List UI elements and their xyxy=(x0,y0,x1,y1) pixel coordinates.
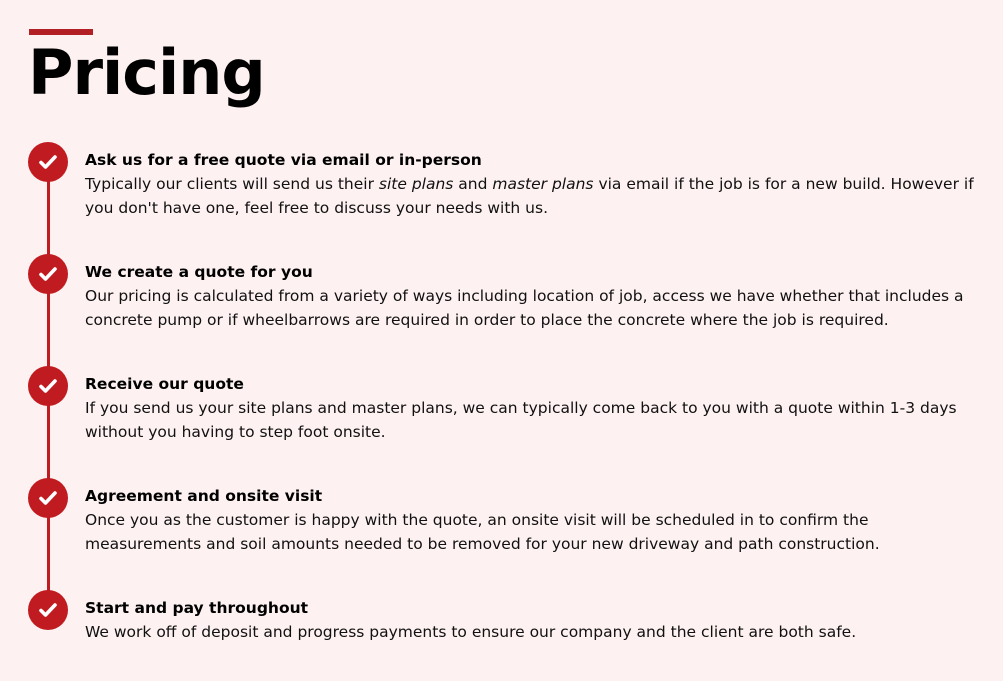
step-description: We work off of deposit and progress payments to ensure our company and the client are both safe. xyxy=(85,623,857,641)
step-description: Our pricing is calculated from a variety of ways including location of job, access we have whether that includes a concrete pump or if wheelbarrows are required in order to place the concrete where the job is required. xyxy=(85,287,964,329)
step-2 xyxy=(28,262,988,332)
step-title: We create a quote for you xyxy=(85,263,313,281)
check-icon xyxy=(28,366,68,406)
step-3 xyxy=(28,374,988,444)
step-4 xyxy=(28,486,988,556)
check-icon xyxy=(28,142,68,182)
step-title: Agreement and onsite visit xyxy=(85,487,323,505)
heading-accent-bar xyxy=(29,29,93,35)
page-title: Pricing xyxy=(28,36,265,109)
check-icon xyxy=(28,254,68,294)
step-5 xyxy=(28,598,988,644)
step-title: Receive our quote xyxy=(85,375,244,393)
step-description: Typically our clients will send us their site plans and master plans via email if the job is for a new build. However if you don't have one, feel free to discuss your needs with us. xyxy=(85,175,974,217)
step-title: Start and pay throughout xyxy=(85,599,309,617)
step-1 xyxy=(28,150,988,220)
check-icon xyxy=(28,478,68,518)
check-icon xyxy=(28,590,68,630)
step-description: Once you as the customer is happy with the quote, an onsite visit will be scheduled in to confirm the measurements and soil amounts needed to be removed for your new driveway and path construction. xyxy=(85,511,880,553)
step-description: If you send us your site plans and master plans, we can typically come back to you with a quote within 1-3 days without you having to step foot onsite. xyxy=(85,399,957,441)
step-title: Ask us for a free quote via email or in-person xyxy=(85,151,482,169)
